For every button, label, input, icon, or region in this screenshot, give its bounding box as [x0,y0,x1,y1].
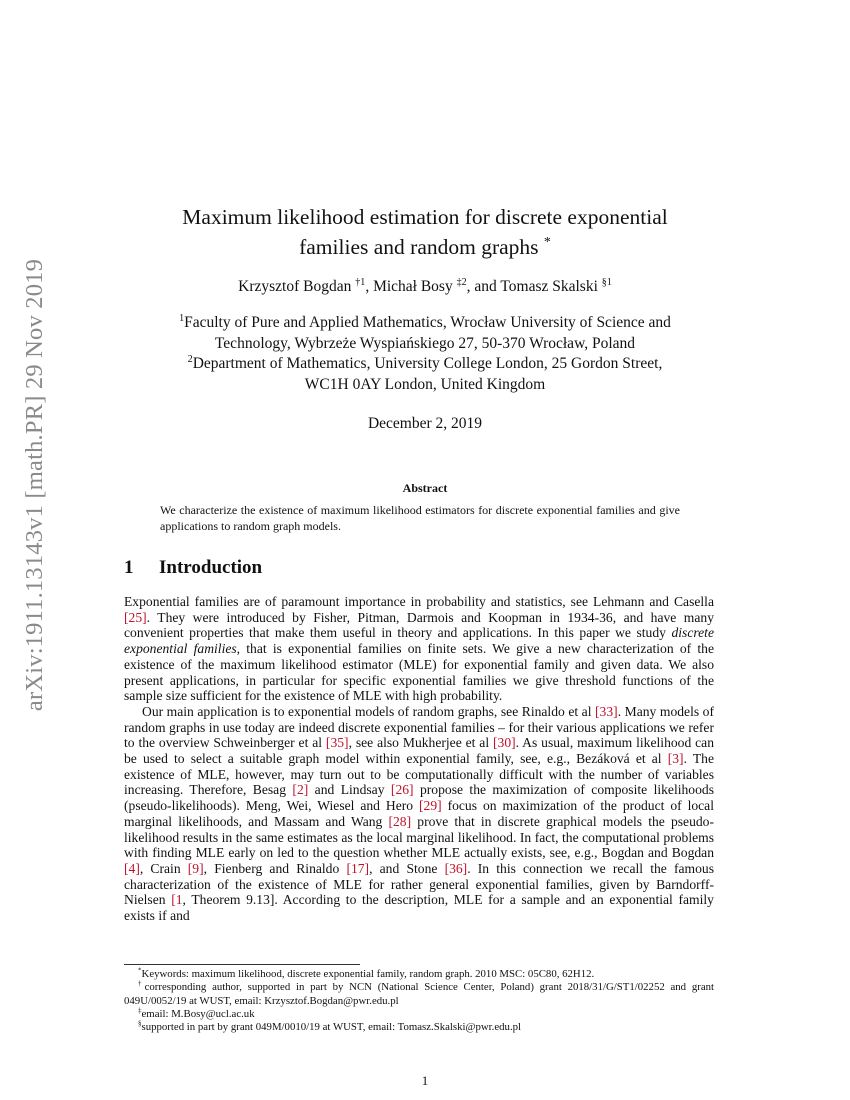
footnote-divider [124,964,360,965]
title-line-2: families and random graphs [299,235,539,259]
author-list [100,278,750,296]
citation-link[interactable]: [33] [595,703,618,719]
body-text [124,594,714,924]
footnote: ‡email: M.Bosy@ucl.ac.uk [138,1006,255,1020]
arxiv-id-text: arXiv:1911.13143v1 [math.PR] 29 Nov 2019 [21,258,48,712]
paper-title [100,202,750,262]
footnote-mark: † [138,979,145,988]
section-number: 1 [124,557,134,578]
citation-link[interactable]: [3] [667,751,684,767]
affiliation-line: WC1H 0AY London, United Kingdom [304,375,546,393]
author-marks: §1 [601,276,612,288]
section-title: Introduction [159,557,263,578]
affiliation-line: Faculty of Pure and Applied Mathematics, Wrocław University of Science and [184,314,671,331]
paragraph: Exponential families are of paramount importance in probability and statistics, see Lehmann and Casella [25]. They were introduced by Fisher, Pitman, Darmois and Koopman in 1934-36, and have many convenient properties that make them useful in theory and applications. In this paper we study discrete exponential families, that is exponential families on finite sets. We give a new characterization of the existence of the maximum likelihood estimator (MLE) for exponential family and given data. We also present applications, in particular for specific exponential families we give threshold functions of the sample size sufficient for the existence of MLE with high probability. [124,594,714,704]
footnote: *Keywords: maximum likelihood, discrete exponential family, random graph. 2010 MSC: 05C80, 62H12. [138,966,595,980]
footnote: §supported in part by grant 049M/0010/19 at WUST, email: Tomasz.Skalski@pwr.edu.pl [138,1019,522,1034]
abstract-body: We characterize the existence of maximum likelihood estimators for discrete exponential families and give applications to random graph models. [160,503,680,533]
citation-link[interactable]: [17] [346,860,370,876]
author-marks: †1 [355,276,366,288]
footnote: †corresponding author, supported in part by NCN (National Science Center, Poland) grant 2018/31/G/ST1/02252 and grant 049U/0052/19 at WUST, email: Krzysztof.Bogdan@pwr.edu.pl [124,979,715,1007]
paper-date: December 2, 2019 [367,415,483,432]
author-separator: , and [466,278,501,295]
citation-link[interactable]: [9] [187,860,204,876]
affiliation-line: Department of Mathematics, University College London, 25 Gordon Street, [192,355,663,372]
citation-link[interactable]: [25] [124,609,147,625]
citation-link[interactable]: [35] [325,735,349,751]
page-number: 1 [421,1073,429,1088]
footnote-mark: § [138,1019,142,1028]
affiliation-mark: 2 [187,353,193,365]
author-marks: ‡2 [456,276,467,288]
footnote-mark: * [138,966,142,975]
citation-link[interactable]: [2] [292,782,309,798]
affiliations [100,313,750,395]
citation-link[interactable]: [1 [171,892,183,908]
section-heading [124,557,262,579]
footnote-mark: ‡ [138,1006,142,1015]
title-line-1: Maximum likelihood estimation for discrete exponential [182,205,668,229]
citation-link[interactable]: [30] [493,735,516,751]
arxiv-identifier-stamp [5,230,65,740]
citation-link[interactable]: [36] [444,860,468,876]
author-separator: , [365,278,374,295]
title-footnote-mark: * [543,234,551,250]
affiliation-line: Technology, Wybrzeże Wyspiańskiego 27, 50-370 Wrocław, Poland [214,334,636,352]
author-name: Tomasz Skalski [500,278,598,295]
citation-link[interactable]: [29] [419,798,442,814]
author-name: Michał Bosy [373,278,453,295]
affiliation-mark: 1 [179,312,185,324]
paragraph: Our main application is to exponential models of random graphs, see Rinaldo et al [33]. Many models of random graphs in use today are indeed discrete exponential families – for their various applications we refer to the overview Schweinberger et al [35], see also Mukherjee et al [30]. As usual, maximum likelihood can be used to select a suitable graph model within exponential family, see, e.g., Bezáková et al [3]. The existence of MLE, however, may turn out to be computationally difficult with the number of variables increasing. Therefore, Besag [2] and Lindsay [26] propose the maximization of composite likelihoods (pseudo-likelihoods). Meng, Wei, Wiesel and Hero [29] focus on maximization of the product of local marginal likelihoods, and Massam and Wang [28] prove that in discrete graphical models the pseudo-likelihood results in the same estimates as the local marginal likelihood. In fact, the computational problems with finding MLE early on led to the question whether MLE actually exists, see, e.g., Bogdan and Bogdan [4], Crain [9], Fienberg and Rinaldo [17], and Stone [36]. In this connection we recall the famous characterization of the existence of MLE for rather general exponential families, given by Barndorff-Nielsen [1, Theorem 9.13]. According to the description, MLE for a sample and an exponential family exists if and [124,703,714,924]
citation-link[interactable]: [26] [390,782,414,798]
footnotes [124,968,714,1034]
author-name: Krzysztof Bogdan [238,278,352,295]
citation-link[interactable]: [28] [388,813,412,829]
abstract-heading: Abstract [402,481,448,495]
citation-link[interactable]: [4] [124,860,140,876]
